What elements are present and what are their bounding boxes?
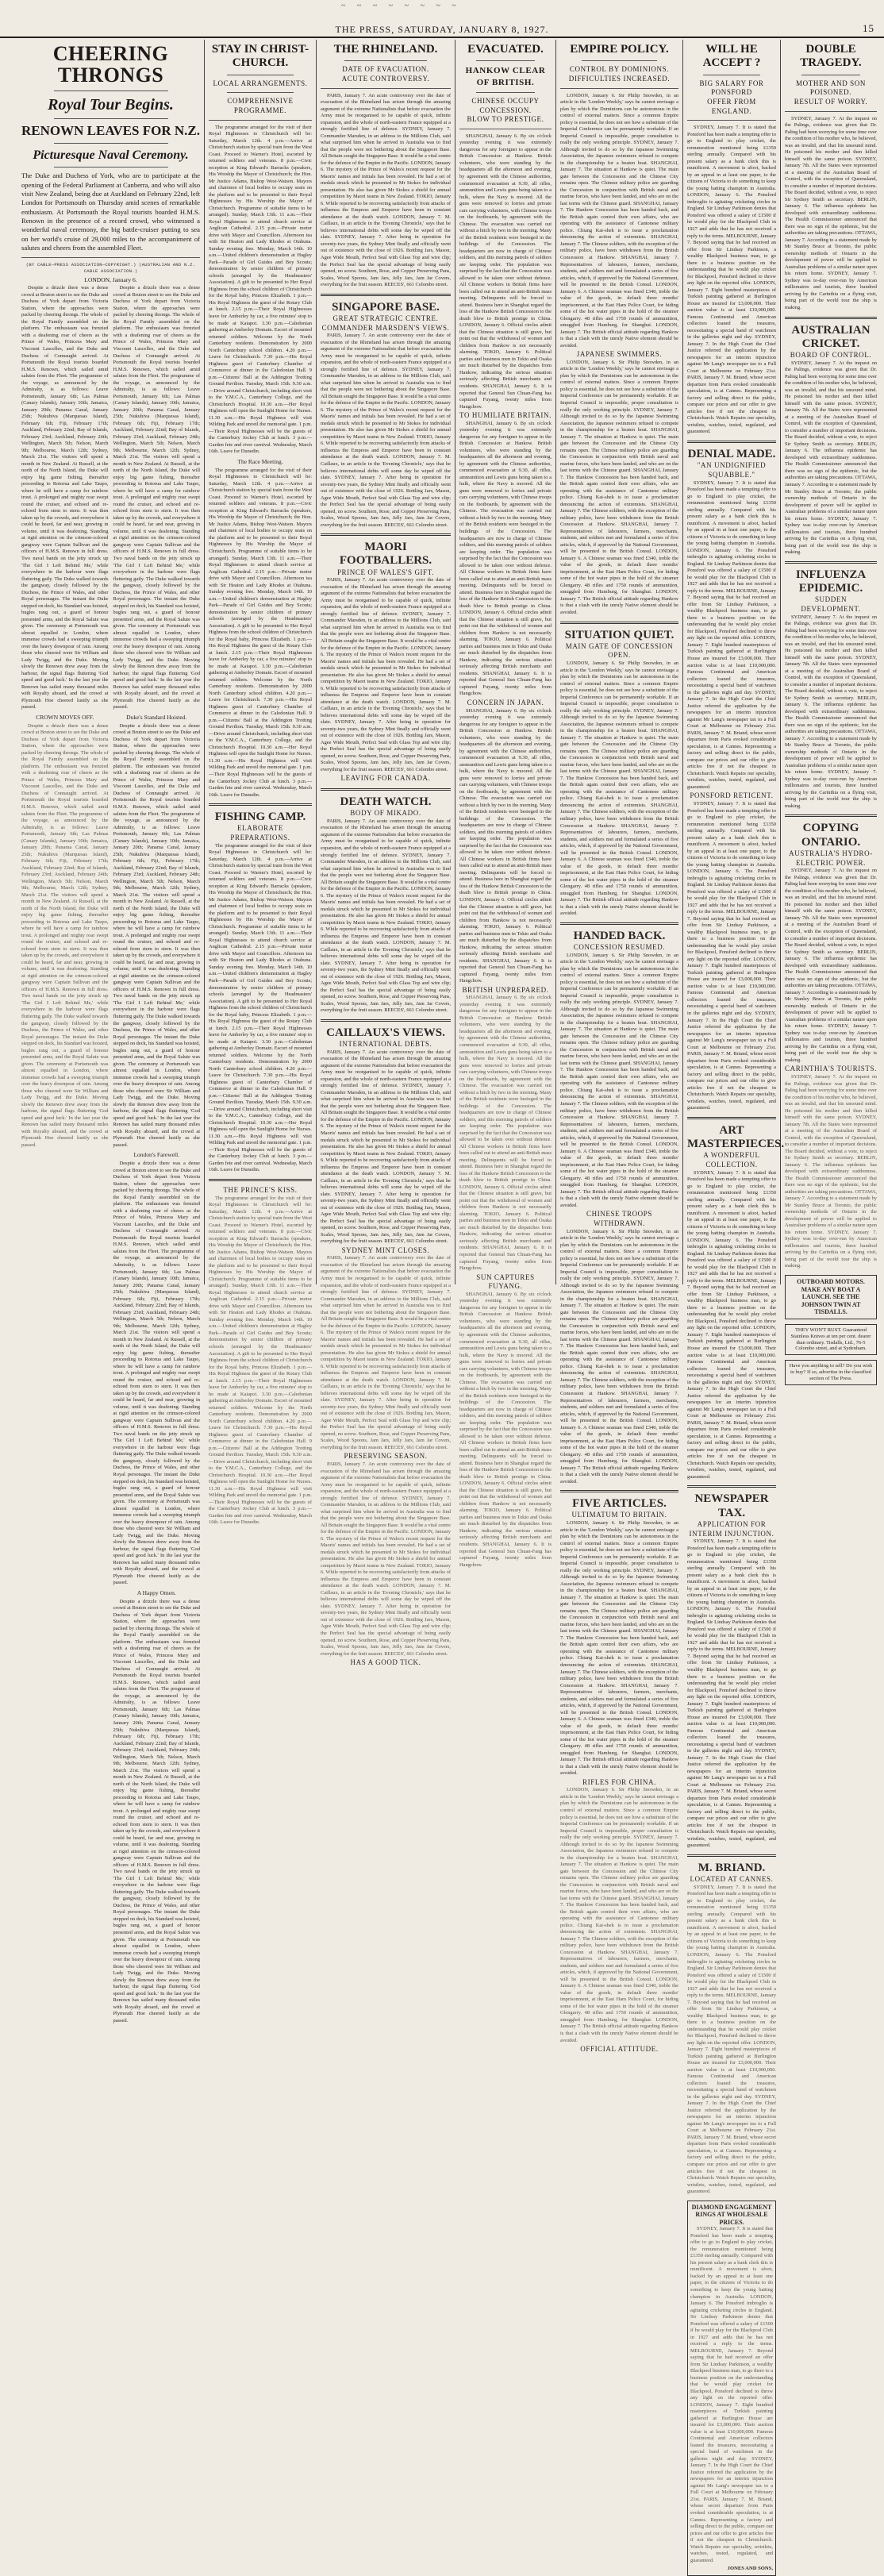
column-rhineland [317,40,455,1667]
headline-australian-cricket: AUSTRALIAN CRICKET. [791,323,871,350]
subhead: CHINESE OCCUPY CONCESSION. [471,96,540,114]
subhead: OFFER FROM ENGLAND. [707,97,756,115]
subhead: BLOW TO PRESTIGE. [467,115,544,124]
article-text: Despite a drizzle there was a dense crowd at Bruton street to see the Duke and Duchess of York depart from Victoria Station, where the approaches were packed by cheering throngs. The whole of the Royal Family assembled on the platform. The enthusiasm was frenzied with a deafening roar of cheers as the Prince of Wales, Princess Mary and Viscount Lascelles, and the Duke and Duchess of Connaught arrived. At Portsmouth the Royal tourists boarded H.M.S. Renown, which sailed amid salutes from the Fleet. The programme of the voyage, as announced by the Admiralty, is as follows: Leave Portsmouth, January 6th; Las Palmas (Canary Islands), January 10th; Jamaica, January 20th; Panama Canal, January 25th; Nukuhiva (Marquesas Island), February 6th; Fiji, February 17th; Auckland, February 22nd; Bay of Islands, February 23rd; Auckland, February 24th; Wellington, March 5th; Nelson, March 9th; Melbourne, March 12th; Sydney, March 21st. The visitors will spend a month in New Zealand. At Russell, at the north of the North Island, the Duke will enjoy big game fishing, thereafter proceeding to Rotorua and Lake Taupo, where he will have a camp for rainbow trout. A prolonged and mighty roar swept round the cruiser, and echoed and re-echoed from stem to stern. It was then taken up by the crowds, and everywhere it could be heard, far and near, growing in volume, until it was deafening. Standing at rigid attention on the crimson-colored gangway were Captain Sullivan and the officers of H.M.S. Renown in full dress. Two naval bands on the jetty struck up 'The Girl I Left Behind Me,' while everywhere in the harbour were flags fluttering gaily. The Duke walked towards the gangway, closely followed by the Duchess, the Prince of Wales, and other Royal personages. The instant the Duke stepped on deck, his Standard was hoisted, bugles rang out, a guard of honour presented arms, and the Royal Salute was given. The ceremony at Portsmouth was almost equalled in London, where immense crowds had a sweeping triumph over the heavy downpour of rain. Among those who cheered were Sir William and Lady Twigg, and the Duke. Moving slowly the Renown drew away from the harbour, the signal flags fluttering 'God speed and good luck.' In the last year the Renown has sailed many thousand miles with Royalty aboard, and the crowd at Plymouth Hoe cheered lustily as she passed. [21,285,109,710]
headline-copying-ontario: COPYING ONTARIO. [801,822,861,849]
subhead: RESULT OF WORRY. [794,97,868,106]
banner-renown: RENOWN LEAVES FOR N.Z. [21,122,200,138]
subhead: DATE OF EVACUATION. [342,65,429,74]
page-number: 15 [863,22,874,34]
article-text: PARIS, January 7. An acute controversy over the date of evacuation of the Rhineland has arisen through the amazing argument of the extreme Nationalists that before evacuation the Army must be reorganised to be capable of quick, infinite expansion, and the whole of north-eastern France equipped at a strongly fortified line of defence. SYDNEY, January 7. Commander Marsden, in an address to the Millions Club, said what surprised him when he arrived in Australia was to find that the people were not bothering about the Singapore Base. All Britain sought the Singapore Base. It would be a vital centre for the defence of the Empire in the Pacific. LONDON, January 6. The mystery of the Prince of Wales's recent request for the Maoris' names and initials has been revealed. He had a set of medals struck which he presented to Mr Stokes for individual presentation. He also has given Mr Stokes a shield for annual competition by Maori teams in New Zealand. TOKIO, January 6. While reported to be recovering satisfactorily from attacks of influenza the Empress and Emperor have been in constant attendance at the death watch. LONDON, January 7. M. Caillaux, in an article in the 'Evening Chronicle,' says that he believes international debts will some day be wiped off the slate. SYDNEY, January 7. After being in operation for seventy-two years, the Sydney Mint finally and officially went out of existence with the close of 1926. Bottling Jars, Mason, Agee Wide Mouth, Perfect Seal with Glass Top and wire clip; the Perfect Seal has the special advantage of being easily opened, no screw. Southern, Rose, and Copper Preserving Pans, Scales, Wood Spoons, Jam Jars, Jelly Jars, Jam Jar Covers, everything for the fruit season. REECES', 661 Colombo street. [321,818,451,1014]
article-text: PARIS, January 7. An acute controversy over the date of evacuation of the Rhineland has arisen through the amazing argument of the extreme Nationalists that before evacuation the Army must be reorganised to be capable of quick, infinite expansion, and the whole of north-eastern France equipped at a strongly fortified line of defence. SYDNEY, January 7. Commander Marsden, in an address to the Millions Club, said what surprised him when he arrived in Australia was to find that the people were not bothering about the Singapore Base. All Britain sought the Singapore Base. It would be a vital centre for the defence of the Empire in the Pacific. LONDON, January 6. The mystery of the Prince of Wales's recent request for the Maoris' names and initials has been revealed. He had a set of medals struck which he presented to Mr Stokes for individual presentation. He also has given Mr Stokes a shield for annual competition by Maori teams in New Zealand. TOKIO, January 6. While reported to be recovering satisfactorily from attacks of influenza the Empress and Emperor have been in constant attendance at the death watch. LONDON, January 7. M. Caillaux, in an article in the 'Evening Chronicle,' says that he believes international debts will some day be wiped off the slate. SYDNEY, January 7. After being in operation for seventy-two years, the Sydney Mint finally and officially went out of existence with the close of 1926. Bottling Jars, Mason, Agee Wide Mouth, Perfect Seal with Glass Top and wire clip; the Perfect Seal has the special advantage of being easily opened, no screw. Southern, Rose, and Copper Preserving Pans, Scales, Wood Spoons, Jam Jars, Jelly Jars, Jam Jar Covers, everything for the fruit season. REECES', 661 Colombo street. [321,1255,451,1450]
article-body [785,116,877,1385]
subhead: BOARD OF CONTROL. [790,351,872,360]
subhead: CONCESSION RESUMED. [573,942,666,951]
headline-double-tragedy: DOUBLE TRAGEDY. [800,43,862,70]
newspaper-title: THE PRESS, SATURDAY, JANUARY 8, 1927. [335,24,549,35]
subhead: ACUTE CONTROVERSY. [341,74,430,83]
masthead [0,0,884,38]
article-text: LONDON, January 6. Sir Philip Snowden, in an article in the 'London Weekly,' says he cannot envisage a plan by which the Dominions can be autonomous in the control of external matters. Since a common Empire policy is essential, he does not see how a substitute of the Imperial Conference can be permanently workable. If an Imperial Council is impossible, proper consultation is really the only working principle. SYDNEY, January 7. Although invited to do so by the Japanese Swimming Association, the Japanese swimmers refused to compete in the championship for a beaten boat. SHANGHAI, January 7. The situation at Hankow is quiet. The main gate between the Concession and the Chinese City remains open. The Chinese military police are guarding the Concession in conjunction with British naval and marine forces, who have been landed, and who are on the last terms with the Chinese guard. SHANGHAI, January 7. The Hankow Concession has been handed back, and the British again control their own affairs, who are operating with the assistance of Cantonese military police. Chiang Kai-shek is to issue a proclamation denouncing the action of extremists. SHANGHAI, January 7. The Chinese soldiers, with the exception of the military police, have been withdrawn from the British Concession at Hankow. SHANGHAI, January 7. Representatives of labourers, farmers, merchants, students, and soldiers met and formulated a series of five articles, which, if approved by the National Government, will be presented to the British Consul. LONDON, January 6. A Chinese seaman was fined £340, treble the value of the goods, in default three months' imprisonment, at the East Ham Police Court, for hiding some of the hot water pipes in the hold of the steamer Glengarry. 48 rifles and 1750 rounds of ammunition, smuggled from Hamburg, for Shanghai. LONDON, January 7. The British official attitude regarding Hankow is that a clash with the unruly Native element should be avoided. [560,92,678,348]
headline-rhineland: THE RHINELAND. [333,43,438,56]
article-body [209,125,312,1527]
article-text: PARIS, January 7. An acute controversy over the date of evacuation of the Rhineland has arisen through the amazing argument of the extreme Nationalists that before evacuation the Army must be reorganised to be capable of quick, infinite expansion, and the whole of north-eastern France equipped at a strongly fortified line of defence. SYDNEY, January 7. Commander Marsden, in an address to the Millions Club, said what surprised him when he arrived in Australia was to find that the people were not bothering about the Singapore Base. All Britain sought the Singapore Base. It would be a vital centre for the defence of the Empire in the Pacific. LONDON, January 6. The mystery of the Prince of Wales's recent request for the Maoris' names and initials has been revealed. He had a set of medals struck which he presented to Mr Stokes for individual presentation. He also has given Mr Stokes a shield for annual competition by Maori teams in New Zealand. TOKIO, January 6. While reported to be recovering satisfactorily from attacks of influenza the Empress and Emperor have been in constant attendance at the death watch. LONDON, January 7. M. Caillaux, in an article in the 'Evening Chronicle,' says that he believes international debts will some day be wiped off the slate. SYDNEY, January 7. After being in operation for seventy-two years, the Sydney Mint finally and officially went out of existence with the close of 1926. Bottling Jars, Mason, Agee Wide Mouth, Perfect Seal with Glass Top and wire clip; the Perfect Seal has the special advantage of being easily opened, no screw. Southern, Rose, and Copper Preserving Pans, Scales, Wood Spoons, Jam Jars, Jelly Jars, Jam Jar Covers, everything for the fruit season. REECES', 661 Colombo street. [321,1461,451,1657]
article-text: LONDON, January 6. Sir Philip Snowden, in an article in the 'London Weekly,' says he cannot envisage a plan by which the Dominions can be autonomous in the control of external matters. Since a common Empire policy is essential, he does not see how a substitute of the Imperial Conference can be permanently workable. If an Imperial Council is impossible, proper consultation is really the only working principle. SYDNEY, January 7. Although invited to do so by the Japanese Swimming Association, the Japanese swimmers refused to compete in the championship for a beaten boat. SHANGHAI, January 7. The situation at Hankow is quiet. The main gate between the Concession and the Chinese City remains open. The Chinese military police are guarding the Concession in conjunction with British naval and marine forces, who have been landed, and who are on the last terms with the Chinese guard. SHANGHAI, January 7. The Hankow Concession has been handed back, and the British again control their own affairs, who are operating with the assistance of Cantonese military police. Chiang Kai-shek is to issue a proclamation denouncing the action of extremists. SHANGHAI, January 7. The Chinese soldiers, with the exception of the military police, have been withdrawn from the British Concession at Hankow. SHANGHAI, January 7. Representatives of labourers, farmers, merchants, students, and soldiers met and formulated a series of five articles, which, if approved by the National Government, will be presented to the British Consul. LONDON, January 6. A Chinese seaman was fined £340, treble the value of the goods, in default three months' imprisonment, at the East Ham Police Court, for hiding some of the hot water pipes in the hold of the steamer Glengarry. 48 rifles and 1750 rounds of ammunition, smuggled from Hamburg, for Shanghai. LONDON, January 7. The British official attitude regarding Hankow is that a clash with the unruly Native element should be avoided. [560,952,678,1208]
subhead: BIG SALARY FOR PONSFORD [699,79,764,97]
headline-five-articles: FIVE ARTICLES. [572,1497,667,1511]
masthead-ornament: ~ ~ ~ ~ ~ ~ ~ ~ [341,2,461,10]
subhead: Duke's Standard Hoisted. [126,713,187,721]
article-text: SHANGHAI, January 6. By six o'clock yesterday evening it was extremely dangerous for any foreigner to appear in the British Concession at Hankow. British volunteers, who were standing by the headquarters all the afternoon and evening, by agreement with the Chinese authorities, commenced evacuation at 9.30, all rifles, ammunition and Lewis guns being taken to a hulk, where the Navy is moored. All the guns were removed to lorries and private cars carrying volunteers, with Chinese troops on the footboards, by agreement with the Chinese. The evacuation was carried out without a hitch by two in the morning. Many of the British residents were besieged in the buildings of the Concession. The headquarters are now in charge of Chinese soldiers, and this morning patrols of soldiers are keeping order. The population was surprised by the fact that the Concession was allowed to be taken over without defence. All Chinese workers in British firms have been called out to attend an anti-British mass meeting. Delinquents will be forced to attend. Business here in Shanghai regard the loss of the Hankow British Concession to the death blow to British prestige in China. LONDON, January 6. Official circles admit that the Chinese situation is still grave, but point out that the withdrawal of women and children from Hankow is not necessarily alarming. TOKIO, January 6. Political parties and business men in Tokio and Osaka are much disturbed by the dispatches from Hankow, indicating the serious situation seriously affecting British merchants and residents. SHANGHAI, January 6. It is reported that General Sun Chuan-Fang has captured Fuyang, twenty miles from Hangchow. [459,995,552,1272]
article-text: SYDNEY, January 7. At the inquest on the Palings, evidence was given that Dr. Paling had been worrying for some time over the condition of his mother who, he believed, was an invalid, and that his unsound mind. He poisoned his mother and then killed himself with the same poison. SYDNEY, January 7th. All the States were represented at a meeting of the Australian Board of Control, with the exception of Queensland, to consider a number of important decisions. The Board decided, without a vote, to reject Sir Sydney Smith as secretary. BERLIN, January 6. The influenza epidemic has developed with extraordinary suddenness. The Health Commissioner announced that there was no sign of the epidemic, but the authorities are taking precautions. OTTAWA, January 7. According to a statement made by Mr Stanley Bruce at Toronto, the public ownership methods of Ontario in the development of power will be applied to Australian problems of a similar nature upon his return home. SYDNEY, January 7. Sydney was to-day over-run by American millionaires and tourists, three hundred arriving by the Carinthia on a flying visit, being part of the world tour the ship is making. [785,868,877,1063]
headline-newspaper-tax: NEWSPAPER TAX. [694,1492,769,1519]
subhead: "AN UNDIGNIFIED SQUABBLE." [697,461,767,479]
headline-influenza-epidemic: INFLUENZA EPIDEMIC. [795,568,867,595]
article-text: LONDON, January 6. Sir Philip Snowden, in an article in the 'London Weekly,' says he cannot envisage a plan by which the Dominions can be autonomous in the control of external matters. Since a common Empire policy is essential, he does not see how a substitute of the Imperial Conference can be permanently workable. If an Imperial Council is impossible, proper consultation is really the only working principle. SYDNEY, January 7. Although invited to do so by the Japanese Swimming Association, the Japanese swimmers refused to compete in the championship for a beaten boat. SHANGHAI, January 7. The situation at Hankow is quiet. The main gate between the Concession and the Chinese City remains open. The Chinese military police are guarding the Concession in conjunction with British naval and marine forces, who have been landed, and who are on the last terms with the Chinese guard. SHANGHAI, January 7. The Hankow Concession has been handed back, and the British again control their own affairs, who are operating with the assistance of Cantonese military police. Chiang Kai-shek is to issue a proclamation denouncing the action of extremists. SHANGHAI, January 7. The Chinese soldiers, with the exception of the military police, have been withdrawn from the British Concession at Hankow. SHANGHAI, January 7. Representatives of labourers, farmers, merchants, students, and soldiers met and formulated a series of five articles, which, if approved by the National Government, will be presented to the British Consul. LONDON, January 6. A Chinese seaman was fined £340, treble the value of the goods, in default three months' imprisonment, at the East Ham Police Court, for hiding some of the hot water pipes in the hold of the steamer Glengarry. 48 rifles and 1750 rounds of ammunition, smuggled from Hamburg, for Shanghai. LONDON, January 7. The British official attitude regarding Hankow is that a clash with the unruly Native element should be avoided. [560,1520,678,1777]
subhead: OFFICIAL ATTITUDE. [580,2045,659,2054]
subhead: INTERNATIONAL DEBTS. [339,1040,432,1049]
subhead: LEAVING FOR CANADA. [340,774,431,783]
subhead: BODY OF MIKADO. [350,809,421,818]
subhead: MOTHER AND SON POISONED. [796,79,866,97]
ad-text: Have you anything to sell? Do you wish to buy? If so, advertise in the classified section of The Press. [789,1363,873,1381]
lede-paragraph: The Duke and Duchess of York, who are to participate at the opening of the Federal Parliament at Canberra, and who will also visit New Zealand, being due at Auckland on February 22nd, left London for Portsmouth on Thursday amid scenes of remarkable enthusiasm. At Portsmouth the Royal tourists boarded H.M.S. Renown in the presence of a record crowd, who witnessed a wonderful naval ceremony, the big battle-cruiser putting to sea on her world's cruise of 29,000 miles to the accompaniment of salutes and cheers from the assembled Fleet. [21,171,200,252]
subhead: LOCATED AT CANNES. [690,1875,774,1884]
ad-text: THEY WON'T RUST. Guaranteed Stainless Knives at ten per cent. dearer than ordinary. Tisdalls, Ltd., 76-5 Colombo street, and at Sydenham. [790,1327,871,1352]
subdeck-naval-ceremony: Picturesque Naval Ceremony. [33,148,189,162]
article-text: SYDNEY, January 7. At the inquest on the Palings, evidence was given that Dr. Paling had been worrying for some time over the condition of his mother who, he believed, was an invalid, and that his unsound mind. He poisoned his mother and then killed himself with the same poison. SYDNEY, January 7th. All the States were represented at a meeting of the Australian Board of Control, with the exception of Queensland, to consider a number of important decisions. The Board decided, without a vote, to reject Sir Sydney Smith as secretary. BERLIN, January 6. The influenza epidemic has developed with extraordinary suddenness. The Health Commissioner announced that there was no sign of the epidemic, but the authorities are taking precautions. OTTAWA, January 7. According to a statement made by Mr Stanley Bruce at Toronto, the public ownership methods of Ontario in the development of power will be applied to Australian problems of a similar nature upon his return home. SYDNEY, January 7. Sydney was to-day over-run by American millionaires and tourists, three hundred arriving by the Carinthia on a flying visit, being part of the world tour the ship is making. [785,614,877,809]
article-text: LONDON, January 6. Sir Philip Snowden, in an article in the 'London Weekly,' says he cannot envisage a plan by which the Dominions can be autonomous in the control of external matters. Since a common Empire policy is essential, he does not see how a substitute of the Imperial Conference can be permanently workable. If an Imperial Council is impossible, proper consultation is really the only working principle. SYDNEY, January 7. Although invited to do so by the Japanese Swimming Association, the Japanese swimmers refused to compete in the championship for a beaten boat. SHANGHAI, January 7. The situation at Hankow is quiet. The main gate between the Concession and the Chinese City remains open. The Chinese military police are guarding the Concession in conjunction with British naval and marine forces, who have been landed, and who are on the last terms with the Chinese guard. SHANGHAI, January 7. The Hankow Concession has been handed back, and the British again control their own affairs, who are operating with the assistance of Cantonese military police. Chiang Kai-shek is to issue a proclamation denouncing the action of extremists. SHANGHAI, January 7. The Chinese soldiers, with the exception of the military police, have been withdrawn from the British Concession at Hankow. SHANGHAI, January 7. Representatives of labourers, farmers, merchants, students, and soldiers met and formulated a series of five articles, which, if approved by the National Government, will be presented to the British Consul. LONDON, January 6. A Chinese seaman was fined £340, treble the value of the goods, in default three months' imprisonment, at the East Ham Police Court, for hiding some of the hot water pipes in the hold of the steamer Glengarry. 48 rifles and 1750 rounds of ammunition, smuggled from Hamburg, for Shanghai. LONDON, January 7. The British official attitude regarding Hankow is that a clash with the unruly Native element should be avoided. [560,1787,678,2043]
article-body [459,133,552,1569]
subhead: MAIN GATE OF CONCESSION OPEN. [565,641,674,660]
subhead: PONSFORD RETICENT. [690,791,774,800]
column-empire-policy [556,40,683,2054]
article-text: Despite a drizzle there was a dense crowd at Bruton street to see the Duke and Duchess of York depart from Victoria Station, where the approaches were packed by cheering throngs. The whole of the Royal Family assembled on the platform. The enthusiasm was frenzied with a deafening roar of cheers as the Prince of Wales, Princess Mary and Viscount Lascelles, and the Duke and Duchess of Connaught arrived. At Portsmouth the Royal tourists boarded H.M.S. Renown, which sailed amid salutes from the Fleet. The programme of the voyage, as announced by the Admiralty, is as follows: Leave Portsmouth, January 6th; Las Palmas (Canary Islands), January 10th; Jamaica, January 20th; Panama Canal, January 25th; Nukuhiva (Marquesas Island), February 6th; Fiji, February 17th; Auckland, February 22nd; Bay of Islands, February 23rd; Auckland, February 24th; Wellington, March 5th; Nelson, March 9th; Melbourne, March 12th; Sydney, March 21st. The visitors will spend a month in New Zealand. At Russell, at the north of the North Island, the Duke will enjoy big game fishing, thereafter proceeding to Rotorua and Lake Taupo, where he will have a camp for rainbow trout. A prolonged and mighty roar swept round the cruiser, and echoed and re-echoed from stem to stern. It was then taken up by the crowds, and everywhere it could be heard, far and near, growing in volume, until it was deafening. Standing at rigid attention on the crimson-colored gangway were Captain Sullivan and the officers of H.M.S. Renown in full dress. Two naval bands on the jetty struck up 'The Girl I Left Behind Me,' while everywhere in the harbour were flags fluttering gaily. The Duke walked towards the gangway, closely followed by the Duchess, the Prince of Wales, and other Royal personages. The instant the Duke stepped on deck, his Standard was hoisted, bugles rang out, a guard of honour presented arms, and the Royal Salute was given. The ceremony at Portsmouth was almost equalled in London, where immense crowds had a sweeping triumph over the heavy downpour of rain. Among those who cheered were Sir William and Lady Twigg, and the Duke. Moving slowly the Renown drew away from the harbour, the signal flags fluttering 'God speed and good luck.' In the last year the Renown has sailed many thousand miles with Royalty aboard, and the crowd at Plymouth Hoe cheered lustily as she passed. [113,1161,200,1586]
subhead: SYDNEY MINT CLOSES. [341,1246,430,1254]
column-ponsford [683,40,785,2572]
subhead: JAPANESE SWIMMERS. [576,350,663,359]
dateline: LONDON, January 6. [84,276,137,284]
article-text: SHANGHAI, January 6. By six o'clock yesterday evening it was extremely dangerous for any foreigner to appear in the British Concession at Hankow. British volunteers, who were standing by the headquarters all the afternoon and evening, by agreement with the Chinese authorities, commenced evacuation at 9.30, all rifles, ammunition and Lewis guns being taken to a hulk, where the Navy is moored. All the guns were removed to lorries and private cars carrying volunteers, with Chinese troops on the footboards, by agreement with the Chinese. The evacuation was carried out without a hitch by two in the morning. Many of the British residents were besieged in the buildings of the Concession. The headquarters are now in charge of Chinese soldiers, and this morning patrols of soldiers are keeping order. The population was surprised by the fact that the Concession was allowed to be taken over without defence. All Chinese workers in British firms have been called out to attend an anti-British mass meeting. Delinquents will be forced to attend. Business here in Shanghai regard the loss of the Hankow British Concession to the death blow to British prestige in China. LONDON, January 6. Official circles admit that the Chinese situation is still grave, but point out that the withdrawal of women and children from Hankow is not necessarily alarming. TOKIO, January 6. Political parties and business men in Tokio and Osaka are much disturbed by the dispatches from Hankow, indicating the serious situation seriously affecting British merchants and residents. SHANGHAI, January 6. It is reported that General Sun Chuan-Fang has captured Fuyang, twenty miles from Hangchow. [459,1291,552,1568]
article-text: PARIS, January 7. An acute controversy over the date of evacuation of the Rhineland has arisen through the amazing argument of the extreme Nationalists that before evacuation the Army must be reorganised to be capable of quick, infinite expansion, and the whole of north-eastern France equipped at a strongly fortified line of defence. SYDNEY, January 7. Commander Marsden, in an address to the Millions Club, said what surprised him when he arrived in Australia was to find that the people were not bothering about the Singapore Base. All Britain sought the Singapore Base. It would be a vital centre for the defence of the Empire in the Pacific. LONDON, January 6. The mystery of the Prince of Wales's recent request for the Maoris' names and initials has been revealed. He had a set of medals struck which he presented to Mr Stokes for individual presentation. He also has given Mr Stokes a shield for annual competition by Maori teams in New Zealand. TOKIO, January 6. While reported to be recovering satisfactorily from attacks of influenza the Empress and Emperor have been in constant attendance at the death watch. LONDON, January 7. M. Caillaux, in an article in the 'Evening Chronicle,' says that he believes international debts will some day be wiped off the slate. SYDNEY, January 7. After being in operation for seventy-two years, the Sydney Mint finally and officially went out of existence with the close of 1926. Bottling Jars, Mason, Agee Wide Mouth, Perfect Seal with Glass Top and wire clip; the Perfect Seal has the special advantage of being easily opened, no screw. Southern, Rose, and Copper Preserving Pans, Scales, Wood Spoons, Jam Jars, Jelly Jars, Jam Jar Covers, everything for the fruit season. REECES', 661 Colombo street. [321,333,451,528]
subhead: TO HUMILIATE BRITAIN. [459,411,552,420]
subhead: APPLICATION FOR INTERIM INJUNCTION. [689,1519,774,1538]
article-text: SHANGHAI, January 6. By six o'clock yesterday evening it was extremely dangerous for any foreigner to appear in the British Concession at Hankow. British volunteers, who were standing by the headquarters all the afternoon and evening, by agreement with the Chinese authorities, commenced evacuation at 9.30, all rifles, ammunition and Lewis guns being taken to a hulk, where the Navy is moored. All the guns were removed to lorries and private cars carrying volunteers, with Chinese troops on the footboards, by agreement with the Chinese. The evacuation was carried out without a hitch by two in the morning. Many of the British residents were besieged in the buildings of the Concession. The headquarters are now in charge of Chinese soldiers, and this morning patrols of soldiers are keeping order. The population was surprised by the fact that the Concession was allowed to be taken over without defence. All Chinese workers in British firms have been called out to attend an anti-British mass meeting. Delinquents will be forced to attend. Business here in Shanghai regard the loss of the Hankow British Concession to the death blow to British prestige in China. LONDON, January 6. Official circles admit that the Chinese situation is still grave, but point out that the withdrawal of women and children from Hankow is not necessarily alarming. TOKIO, January 6. Political parties and business men in Tokio and Osaka are much disturbed by the dispatches from Hankow, indicating the serious situation seriously affecting British merchants and residents. SHANGHAI, January 6. It is reported that General Sun Chuan-Fang has captured Fuyang, twenty miles from Hangchow. [459,133,552,410]
article-text: SYDNEY, January 7. At the inquest on the Palings, evidence was given that Dr. Paling had been worrying for some time over the condition of his mother who, he believed, was an invalid, and that his unsound mind. He poisoned his mother and then killed himself with the same poison. SYDNEY, January 7th. All the States were represented at a meeting of the Australian Board of Control, with the exception of Queensland, to consider a number of important decisions. The Board decided, without a vote, to reject Sir Sydney Smith as secretary. BERLIN, January 6. The influenza epidemic has developed with extraordinary suddenness. The Health Commissioner announced that there was no sign of the epidemic, but the authorities are taking precautions. OTTAWA, January 7. According to a statement made by Mr Stanley Bruce at Toronto, the public ownership methods of Ontario in the development of power will be applied to Australian problems of a similar nature upon his return home. SYDNEY, January 7. Sydney was to-day over-run by American millionaires and tourists, three hundred arriving by the Carinthia on a flying visit, being part of the world tour the ship is making. [785,1074,877,1269]
subhead: SUN CAPTURES FUYANG. [476,1273,535,1291]
headline-caillaux: CAILLAUX'S VIEWS. [326,1026,445,1039]
wire-credit: (BY CABLE—PRESS ASSOCIATION—COPYRIGHT.) (AUSTRALIAN AND N.Z. CABLE ASSOCIATION.) [25,262,196,274]
subhead: ELABORATE PREPARATIONS. [230,824,290,841]
subhead: HAS A GOOD TICK. [350,1658,421,1667]
article-body [321,93,451,1668]
column-double-tragedy [781,40,881,1381]
subhead: CONTROL BY DOMINIONS. [569,65,670,74]
subhead: RIFLES FOR CHINA. [582,1777,656,1786]
deck-hankow: HANKOW CLEAR OF BRITISH. [465,66,546,87]
headline-handed-back: HANDED BACK. [573,929,666,942]
subhead: BRITISH UNPREPARED. [462,985,549,994]
article-text: PARIS, January 7. An acute controversy over the date of evacuation of the Rhineland has arisen through the amazing argument of the extreme Nationalists that before evacuation the Army must be reorganised to be capable of quick, infinite expansion, and the whole of north-eastern France equipped at a strongly fortified line of defence. SYDNEY, January 7. Commander Marsden, in an address to the Millions Club, said what surprised him when he arrived in Australia was to find that the people were not bothering about the Singapore Base. All Britain sought the Singapore Base. It would be a vital centre for the defence of the Empire in the Pacific. LONDON, January 6. The mystery of the Prince of Wales's recent request for the Maoris' names and initials has been revealed. He had a set of medals struck which he presented to Mr Stokes for individual presentation. He also has given Mr Stokes a shield for annual competition by Maori teams in New Zealand. TOKIO, January 6. While reported to be recovering satisfactorily from attacks of influenza the Empress and Emperor have been in constant attendance at the death watch. LONDON, January 7. M. Caillaux, in an article in the 'Evening Chronicle,' says that he believes international debts will some day be wiped off the slate. SYDNEY, January 7. After being in operation for seventy-two years, the Sydney Mint finally and officially went out of existence with the close of 1926. Bottling Jars, Mason, Agee Wide Mouth, Perfect Seal with Glass Top and wire clip; the Perfect Seal has the special advantage of being easily opened, no screw. Southern, Rose, and Copper Preserving Pans, Scales, Wood Spoons, Jam Jars, Jelly Jars, Jam Jar Covers, everything for the fruit season. REECES', 661 Colombo street. [321,577,451,772]
article-body-right [113,285,201,2025]
headline-art-masterpieces: ART MASTERPIECES. [687,1123,785,1150]
article-text: PARIS, January 7. An acute controversy over the date of evacuation of the Rhineland has arisen through the amazing argument of the extreme Nationalists that before evacuation the Army must be reorganised to be capable of quick, infinite expansion, and the whole of north-eastern France equipped at a strongly fortified line of defence. SYDNEY, January 7. Commander Marsden, in an address to the Millions Club, said what surprised him when he arrived in Australia was to find that the people were not bothering about the Singapore Base. All Britain sought the Singapore Base. It would be a vital centre for the defence of the Empire in the Pacific. LONDON, January 6. The mystery of the Prince of Wales's recent request for the Maoris' names and initials has been revealed. He had a set of medals struck which he presented to Mr Stokes for individual presentation. He also has given Mr Stokes a shield for annual competition by Maori teams in New Zealand. TOKIO, January 6. While reported to be recovering satisfactorily from attacks of influenza the Empress and Emperor have been in constant attendance at the death watch. LONDON, January 7. M. Caillaux, in an article in the 'Evening Chronicle,' says that he believes international debts will some day be wiped off the slate. SYDNEY, January 7. After being in operation for seventy-two years, the Sydney Mint finally and officially went out of existence with the close of 1926. Bottling Jars, Mason, Agee Wide Mouth, Perfect Seal with Glass Top and wire clip; the Perfect Seal has the special advantage of being easily opened, no screw. Southern, Rose, and Copper Preserving Pans, Scales, Wood Spoons, Jam Jars, Jelly Jars, Jam Jar Covers, everything for the fruit season. REECES', 661 Colombo street. [321,1049,451,1245]
article-text: SYDNEY, January 7. It is stated that Ponsford has been made a tempting offer to go to England to play cricket, the remuneration mentioned being £1350 sterling annually. Compared with his present salary as a bank clerk this is munificent. A movement is afoot, backed by an appeal in at least one paper, to the citizens of Victoria to do something to keep the young batting champion in Australia. LONDON, January 6. The Ponsford imbroglio is agitating cricketing circles in England. Sir Lindsay Parkinson denies that Ponsford was offered a salary of £1500 if he would play for the Blackpool Club in 1927 and adds that he has not received a reply to the terms. MELBOURNE, January 7. Beyond saying that he had received an offer from Sir Lindsay Parkinson, a wealthy Blackpool business man, to go there to a business position on the understanding that he would play cricket for Blackpool, Ponsford declined to throw any light on the reported offer. LONDON, January 7. Eight hundred masterpieces of Turkish painting gathered at Burlington House are insured for £3,000,000. Their auction value is at least £10,000,000. Famous Continental and American collectors loaned the treasures, necessitating a special band of watchmen in the galleries night and day. SYDNEY, January 7. In the High Court the Chief Justice referred the application by the newspapers for an interim injunction against Mr Lang's newspaper tax to a Full Court at Melbourne on February 21st. PARIS, January 7. M. Briand, whose secret departure from Paris evoked considerable speculation, is at Cannes. Representing a factory and selling direct to the public, compare our prices and our offer to give articles free if not the cheapest in Christchurch. Watch Repairs our speciality, wristlets, watches, tested, regulated, and guaranteed. [687,801,776,1111]
article-text: SYDNEY, January 7. At the inquest on the Palings, evidence was given that Dr. Paling had been worrying for some time over the condition of his mother who, he believed, was an invalid, and that his unsound mind. He poisoned his mother and then killed himself with the same poison. SYDNEY, January 7th. All the States were represented at a meeting of the Australian Board of Control, with the exception of Queensland, to consider a number of important decisions. The Board decided, without a vote, to reject Sir Sydney Smith as secretary. BERLIN, January 6. The influenza epidemic has developed with extraordinary suddenness. The Health Commissioner announced that there was no sign of the epidemic, but the authorities are taking precautions. OTTAWA, January 7. According to a statement made by Mr Stanley Bruce at Toronto, the public ownership methods of Ontario in the development of power will be applied to Australian problems of a similar nature upon his return home. SYDNEY, January 7. Sydney was to-day over-run by American millionaires and tourists, three hundred arriving by the Carinthia on a flying visit, being part of the world tour the ship is making. [785,360,877,556]
article-text: LONDON, January 6. Sir Philip Snowden, in an article in the 'London Weekly,' says he cannot envisage a plan by which the Dominions can be autonomous in the control of external matters. Since a common Empire policy is essential, he does not see how a substitute of the Imperial Conference can be permanently workable. If an Imperial Council is impossible, proper consultation is really the only working principle. SYDNEY, January 7. Although invited to do so by the Japanese Swimming Association, the Japanese swimmers refused to compete in the championship for a beaten boat. SHANGHAI, January 7. The situation at Hankow is quiet. The main gate between the Concession and the Chinese City remains open. The Chinese military police are guarding the Concession in conjunction with British naval and marine forces, who have been landed, and who are on the last terms with the Chinese guard. SHANGHAI, January 7. The Hankow Concession has been handed back, and the British again control their own affairs, who are operating with the assistance of Cantonese military police. Chiang Kai-shek is to issue a proclamation denouncing the action of extremists. SHANGHAI, January 7. The Chinese soldiers, with the exception of the military police, have been withdrawn from the British Concession at Hankow. SHANGHAI, January 7. Representatives of labourers, farmers, merchants, students, and soldiers met and formulated a series of five articles, which, if approved by the National Government, will be presented to the British Consul. LONDON, January 6. A Chinese seaman was fined £340, treble the value of the goods, in default three months' imprisonment, at the East Ham Police Court, for hiding some of the hot water pipes in the hold of the steamer Glengarry. 48 rifles and 1750 rounds of ammunition, smuggled from Hamburg, for Shanghai. LONDON, January 7. The British official attitude regarding Hankow is that a clash with the unruly Native element should be avoided. [560,1228,678,1484]
deck-royal-tour: Royal Tour Begins. [48,95,174,114]
subhead: AUSTRALIA'S HYDRO-ELECTRIC POWER. [789,849,873,867]
subhead: COMMANDER MARSDEN'S VIEWS. [321,323,450,332]
subhead: PRINCE OF WALES'S GIFT. [336,568,435,576]
subhead: DIFFICULTIES INCREASED. [568,74,671,83]
column-christchurch [205,40,317,1526]
ad-signature: JONES AND SONS, [727,2566,773,2572]
article-text: SYDNEY, January 7. It is stated that Ponsford has been made a tempting offer to go to England to play cricket, the remuneration mentioned being £1350 sterling annually. Compared with his present salary as a bank clerk this is munificent. A movement is afoot, backed by an appeal in at least one paper, to the citizens of Victoria to do something to keep the young batting champion in Australia. LONDON, January 6. The Ponsford imbroglio is agitating cricketing circles in England. Sir Lindsay Parkinson denies that Ponsford was offered a salary of £1500 if he would play for the Blackpool Club in 1927 and adds that he has not received a reply to the terms. MELBOURNE, January 7. Beyond saying that he had received an offer from Sir Lindsay Parkinson, a wealthy Blackpool business man, to go there to a business position on the understanding that he would play cricket for Blackpool, Ponsford declined to throw any light on the reported offer. LONDON, January 7. Eight hundred masterpieces of Turkish painting gathered at Burlington House are insured for £3,000,000. Their auction value is at least £10,000,000. Famous Continental and American collectors loaned the treasures, necessitating a special band of watchmen in the galleries night and day. SYDNEY, January 7. In the High Court the Chief Justice referred the application by the newspapers for an interim injunction against Mr Lang's newspaper tax to a Full Court at Melbourne on February 21st. PARIS, January 7. M. Briand, whose secret departure from Paris evoked considerable speculation, is at Cannes. Representing a factory and selling direct to the public, compare our prices and our offer to give articles free if not the cheapest in Christchurch. Watch Repairs our speciality, wristlets, watches, tested, regulated, and guaranteed. [687,479,776,790]
headline-situation-quiet: SITUATION QUIET. [564,628,675,641]
headline-maori-footballers: MAORI FOOTBALLERS. [339,541,432,568]
headline-denial-made: DENIAL MADE. [687,447,776,460]
article-text: LONDON, January 6. Sir Philip Snowden, in an article in the 'London Weekly,' says he cannot envisage a plan by which the Dominions can be autonomous in the control of external matters. Since a common Empire policy is essential, he does not see how a substitute of the Imperial Conference can be permanently workable. If an Imperial Council is impossible, proper consultation is really the only working principle. SYDNEY, January 7. Although invited to do so by the Japanese Swimming Association, the Japanese swimmers refused to compete in the championship for a beaten boat. SHANGHAI, January 7. The situation at Hankow is quiet. The main gate between the Concession and the Chinese City remains open. The Chinese military police are guarding the Concession in conjunction with British naval and marine forces, who have been landed, and who are on the last terms with the Chinese guard. SHANGHAI, January 7. The Hankow Concession has been handed back, and the British again control their own affairs, who are operating with the assistance of Cantonese military police. Chiang Kai-shek is to issue a proclamation denouncing the action of extremists. SHANGHAI, January 7. The Chinese soldiers, with the exception of the military police, have been withdrawn from the British Concession at Hankow. SHANGHAI, January 7. Representatives of labourers, farmers, merchants, students, and soldiers met and formulated a series of five articles, which, if approved by the National Government, will be presented to the British Consul. LONDON, January 6. A Chinese seaman was fined £340, treble the value of the goods, in default three months' imprisonment, at the East Ham Police Court, for hiding some of the hot water pipes in the hold of the steamer Glengarry. 48 rifles and 1750 rounds of ammunition, smuggled from Hamburg, for Shanghai. LONDON, January 7. The British official attitude regarding Hankow is that a clash with the unruly Native element should be avoided. [560,359,678,615]
subhead: A Happy Omen. [136,1588,176,1596]
subhead: SUDDEN DEVELOPMENT. [801,595,861,613]
headline-evacuated: EVACUATED. [467,43,544,56]
headline-will-he-accept: WILL HE ACCEPT ? [702,43,761,70]
article-text: LONDON, January 6. Sir Philip Snowden, in an article in the 'London Weekly,' says he cannot envisage a plan by which the Dominions can be autonomous in the control of external matters. Since a common Empire policy is essential, he does not see how a substitute of the Imperial Conference can be permanently workable. If an Imperial Council is impossible, proper consultation is really the only working principle. SYDNEY, January 7. Although invited to do so by the Japanese Swimming Association, the Japanese swimmers refused to compete in the championship for a beaten boat. SHANGHAI, January 7. The situation at Hankow is quiet. The main gate between the Concession and the Chinese City remains open. The Chinese military police are guarding the Concession in conjunction with British naval and marine forces, who have been landed, and who are on the last terms with the Chinese guard. SHANGHAI, January 7. The Hankow Concession has been handed back, and the British again control their own affairs, who are operating with the assistance of Cantonese military police. Chiang Kai-shek is to issue a proclamation denouncing the action of extremists. SHANGHAI, January 7. The Chinese soldiers, with the exception of the military police, have been withdrawn from the British Concession at Hankow. SHANGHAI, January 7. Representatives of labourers, farmers, merchants, students, and soldiers met and formulated a series of five articles, which, if approved by the National Government, will be presented to the British Consul. LONDON, January 6. A Chinese seaman was fined £340, treble the value of the goods, in default three months' imprisonment, at the East Ham Police Court, for hiding some of the hot water pipes in the hold of the steamer Glengarry. 48 rifles and 1750 rounds of ammunition, smuggled from Hamburg, for Shanghai. LONDON, January 7. The British official attitude regarding Hankow is that a clash with the unruly Native element should be avoided. [560,660,678,917]
article-body [560,93,678,2054]
article-body [687,125,785,2576]
article-text: SYDNEY, January 7. It is stated that Ponsford has been made a tempting offer to go to England to play cricket, the remuneration mentioned being £1350 sterling annually. Compared with his present salary as a bank clerk this is munificent. A movement is afoot, backed by an appeal in at least one paper, to the citizens of Victoria to do something to keep the young batting champion in Australia. LONDON, January 6. The Ponsford imbroglio is agitating cricketing circles in England. Sir Lindsay Parkinson denies that Ponsford was offered a salary of £1500 if he would play for the Blackpool Club in 1927 and adds that he has not received a reply to the terms. MELBOURNE, January 7. Beyond saying that he had received an offer from Sir Lindsay Parkinson, a wealthy Blackpool business man, to go there to a business position on the understanding that he would play cricket for Blackpool, Ponsford declined to throw any light on the reported offer. LONDON, January 7. Eight hundred masterpieces of Turkish painting gathered at Burlington House are insured for £3,000,000. Their auction value is at least £10,000,000. Famous Continental and American collectors loaned the treasures, necessitating a special band of watchmen in the galleries night and day. SYDNEY, January 7. In the High Court the Chief Justice referred the application by the newspapers for an interim injunction against Mr Lang's newspaper tax to a Full Court at Melbourne on February 21st. PARIS, January 7. M. Briand, whose secret departure from Paris evoked considerable speculation, is at Cannes. Representing a factory and selling direct to the public, compare our prices and our offer to give articles free if not the cheapest in Christchurch. Watch Repairs our speciality, wristlets, watches, tested, regulated, and guaranteed. [687,1169,776,1480]
article-text: PARIS, January 7. An acute controversy over the date of evacuation of the Rhineland has arisen through the amazing argument of the extreme Nationalists that before evacuation the Army must be reorganised to be capable of quick, infinite expansion, and the whole of north-eastern France equipped at a strongly fortified line of defence. SYDNEY, January 7. Commander Marsden, in an address to the Millions Club, said what surprised him when he arrived in Australia was to find that the people were not bothering about the Singapore Base. All Britain sought the Singapore Base. It would be a vital centre for the defence of the Empire in the Pacific. LONDON, January 6. The mystery of the Prince of Wales's recent request for the Maoris' names and initials has been revealed. He had a set of medals struck which he presented to Mr Stokes for individual presentation. He also has given Mr Stokes a shield for annual competition by Maori teams in New Zealand. TOKIO, January 6. While reported to be recovering satisfactorily from attacks of influenza the Empress and Emperor have been in constant attendance at the death watch. LONDON, January 7. M. Caillaux, in an article in the 'Evening Chronicle,' says that he believes international debts will some day be wiped off the slate. SYDNEY, January 7. After being in operation for seventy-two years, the Sydney Mint finally and officially went out of existence with the close of 1926. Bottling Jars, Mason, Agee Wide Mouth, Perfect Seal with Glass Top and wire clip; the Perfect Seal has the special advantage of being easily opened, no screw. Southern, Rose, and Copper Preserving Pans, Scales, Wood Spoons, Jam Jars, Jelly Jars, Jam Jar Covers, everything for the fruit season. REECES', 661 Colombo street. [321,92,451,288]
subhead: COMPREHENSIVE PROGRAMME. [227,97,294,114]
headline-cheering-throngs: CHEERING THRONGS [52,42,169,87]
article-text: SYDNEY, January 7. It is stated that Ponsford has been made a tempting offer to go to England to play cricket, the remuneration mentioned being £1350 sterling annually. Compared with his present salary as a bank clerk this is munificent. A movement is afoot, backed by an appeal in at least one paper, to the citizens of Victoria to do something to keep the young batting champion in Australia. LONDON, January 6. The Ponsford imbroglio is agitating cricketing circles in England. Sir Lindsay Parkinson denies that Ponsford was offered a salary of £1500 if he would play for the Blackpool Club in 1927 and adds that he has not received a reply to the terms. MELBOURNE, January 7. Beyond saying that he had received an offer from Sir Lindsay Parkinson, a wealthy Blackpool business man, to go there to a business position on the understanding that he would play cricket for Blackpool, Ponsford declined to throw any light on the reported offer. LONDON, January 7. Eight hundred masterpieces of Turkish painting gathered at Burlington House are insured for £3,000,000. Their auction value is at least £10,000,000. Famous Continental and American collectors loaned the treasures, necessitating a special band of watchmen in the galleries night and day. SYDNEY, January 7. In the High Court the Chief Justice referred the application by the newspapers for an interim injunction against Mr Lang's newspaper tax to a Full Court at Melbourne on February 21st. PARIS, January 7. M. Briand, whose secret departure from Paris evoked considerable speculation, is at Cannes. Representing a factory and selling direct to the public, compare our prices and our offer to give articles free if not the cheapest in Christchurch. Watch Repairs our speciality, wristlets, watches, tested, regulated, and guaranteed. [687,1538,776,1849]
headline-briand: M. BRIAND. [698,1861,766,1874]
ad-title: OUTBOARD MOTORS. MAKE ANY BOAT A LAUNCH. SEE THE JOHNSON TWIN AT TISDALLS. [797,1277,865,1316]
subhead: The Race Meeting. [237,457,283,465]
article-text: The programme arranged for the visit of their Royal Highnesses to Christchurch will be: Saturday, March 12th. 4 p.m.—Arrive at Christchurch station by special train from the West Coast. Proceed to Warner's Hotel, escorted by returned soldiers and veterans. 8 p.m.—Civic reception at King Edward's Barracks (speakers, His Worship the Mayor of Christchurch; the Hon. Mr Justice Adams, Bishop West-Watson. Mayors and chairmen of local bodies to occupy seats on the platform and to be presented to their Royal Highnesses by His Worship the Mayor of Christchurch. Programme of suitable items to be arranged). Sunday, March 13th. 11 a.m.—Their Royal Highnesses to attend church service at Anglican Cathedral. 2.15 p.m.—Private motor drive with Mayor and Councillors. Afternoon tea with Sir Heaton and Lady Rhodes at Otahuna. Sunday evening free. Monday, March 14th. 10 a.m.—United children's demonstration at Hagley Park—Parade of Girl Guides and Boy Scouts; demonstration by senior children of primary schools (arranged by the Headmasters' Association). A gift to be presented to Her Royal Highness from the school children of Christchurch for the Royal baby, Princess Elizabeth. 1 p.m.—His Royal Highness the guest of the Rotary Club at lunch. 2.15 p.m.—Their Royal Highnesses leave for Amberley by car, a five minutes' stop to be made at Kaiapoi. 3.30 p.m.—Caledonian gathering at Amberley Domain. Escort of mounted returned soldiers. Welcome by the North Canterbury residents. Demonstration by 2000 North Canterbury school children. 4.20 p.m.—Leave for Christchurch. 7.30 p.m.—His Royal Highness guest of Canterbury Chamber of Commerce at dinner in the Caledonian Hall. 9 p.m.—Citizens' Ball at the Addington Trotting Ground Pavilion. Tuesday, March 15th. 9.30 a.m.—Drive around Christchurch, including short visit to the Y.M.C.A., Canterbury College, and the Christchurch Hospital. 10.30 a.m.—Her Royal Highness will open the Sunlight Home for Nurses. 11.30 a.m.—His Royal Highness will visit Wilding Park and unveil the memorial gate. 1 p.m.—Their Royal Highnesses will be the guests of the Canterbury Jockey Club at lunch. 3 p.m.—Garden fete and river carnival. Wednesday, March 16th. Leave for Dunedin. [209,1195,312,1526]
subhead: THE PRINCE'S KISS. [223,1185,298,1194]
article-text: Despite a drizzle there was a dense crowd at Bruton street to see the Duke and Duchess of York depart from Victoria Station, where the approaches were packed by cheering throngs. The whole of the Royal Family assembled on the platform. The enthusiasm was frenzied with a deafening roar of cheers as the Prince of Wales, Princess Mary and Viscount Lascelles, and the Duke and Duchess of Connaught arrived. At Portsmouth the Royal tourists boarded H.M.S. Renown, which sailed amid salutes from the Fleet. The programme of the voyage, as announced by the Admiralty, is as follows: Leave Portsmouth, January 6th; Las Palmas (Canary Islands), January 10th; Jamaica, January 20th; Panama Canal, January 25th; Nukuhiva (Marquesas Island), February 6th; Fiji, February 17th; Auckland, February 22nd; Bay of Islands, February 23rd; Auckland, February 24th; Wellington, March 5th; Nelson, March 9th; Melbourne, March 12th; Sydney, March 21st. The visitors will spend a month in New Zealand. At Russell, at the north of the North Island, the Duke will enjoy big game fishing, thereafter proceeding to Rotorua and Lake Taupo, where he will have a camp for rainbow trout. A prolonged and mighty roar swept round the cruiser, and echoed and re-echoed from stem to stern. It was then taken up by the crowds, and everywhere it could be heard, far and near, growing in volume, until it was deafening. Standing at rigid attention on the crimson-colored gangway were Captain Sullivan and the officers of H.M.S. Renown in full dress. Two naval bands on the jetty struck up 'The Girl I Left Behind Me,' while everywhere in the harbour were flags fluttering gaily. The Duke walked towards the gangway, closely followed by the Duchess, the Prince of Wales, and other Royal personages. The instant the Duke stepped on deck, his Standard was hoisted, bugles rang out, a guard of honour presented arms, and the Royal Salute was given. The ceremony at Portsmouth was almost equalled in London, where immense crowds had a sweeping triumph over the heavy downpour of rain. Among those who cheered were Sir William and Lady Twigg, and the Duke. Moving slowly the Renown drew away from the harbour, the signal flags fluttering 'God speed and good luck.' In the last year the Renown has sailed many thousand miles with Royalty aboard, and the crowd at Plymouth Hoe cheered lustily as she passed. [113,285,200,710]
advertisement-stainless-knives [785,1324,877,1355]
headline-stay-in-christchurch: STAY IN CHRIST-CHURCH. [211,43,309,70]
article-text: The programme arranged for the visit of their Royal Highnesses to Christchurch will be: Saturday, March 12th. 4 p.m.—Arrive at Christchurch station by special train from the West Coast. Proceed to Warner's Hotel, escorted by returned soldiers and veterans. 8 p.m.—Civic reception at King Edward's Barracks (speakers, His Worship the Mayor of Christchurch; the Hon. Mr Justice Adams, Bishop West-Watson. Mayors and chairmen of local bodies to occupy seats on the platform and to be presented to their Royal Highnesses by His Worship the Mayor of Christchurch. Programme of suitable items to be arranged). Sunday, March 13th. 11 a.m.—Their Royal Highnesses to attend church service at Anglican Cathedral. 2.15 p.m.—Private motor drive with Mayor and Councillors. Afternoon tea with Sir Heaton and Lady Rhodes at Otahuna. Sunday evening free. Monday, March 14th. 10 a.m.—United children's demonstration at Hagley Park—Parade of Girl Guides and Boy Scouts; demonstration by senior children of primary schools (arranged by the Headmasters' Association). A gift to be presented to Her Royal Highness from the school children of Christchurch for the Royal baby, Princess Elizabeth. 1 p.m.—His Royal Highness the guest of the Rotary Club at lunch. 2.15 p.m.—Their Royal Highnesses leave for Amberley by car, a five minutes' stop to be made at Kaiapoi. 3.30 p.m.—Caledonian gathering at Amberley Domain. Escort of mounted returned soldiers. Welcome by the North Canterbury residents. Demonstration by 2000 North Canterbury school children. 4.20 p.m.—Leave for Christchurch. 7.30 p.m.—His Royal Highness guest of Canterbury Chamber of Commerce at dinner in the Caledonian Hall. 9 p.m.—Citizens' Ball at the Addington Trotting Ground Pavilion. Tuesday, March 15th. 9.30 a.m.—Drive around Christchurch, including short visit to the Y.M.C.A., Canterbury College, and the Christchurch Hospital. 10.30 a.m.—Her Royal Highness will open the Sunlight Home for Nurses. 11.30 a.m.—His Royal Highness will visit Wilding Park and unveil the memorial gate. 1 p.m.—Their Royal Highnesses will be the guests of the Canterbury Jockey Club at lunch. 3 p.m.—Garden fete and river carnival. Wednesday, March 16th. Leave for Dunedin. [209,467,312,798]
article-body-left [21,285,109,2025]
subhead: LOCAL ARRANGEMENTS. [213,79,308,87]
subhead: CROWN MOVES OFF. [36,713,94,721]
advertisement-outboard-motors [785,1275,877,1319]
subhead: CARINTHIA'S TOURISTS. [785,1065,877,1073]
article-text: The programme arranged for the visit of their Royal Highnesses to Christchurch will be: Saturday, March 12th. 4 p.m.—Arrive at Christchurch station by special train from the West Coast. Proceed to Warner's Hotel, escorted by returned soldiers and veterans. 8 p.m.—Civic reception at King Edward's Barracks (speakers, His Worship the Mayor of Christchurch; the Hon. Mr Justice Adams, Bishop West-Watson. Mayors and chairmen of local bodies to occupy seats on the platform and to be presented to their Royal Highnesses by His Worship the Mayor of Christchurch. Programme of suitable items to be arranged). Sunday, March 13th. 11 a.m.—Their Royal Highnesses to attend church service at Anglican Cathedral. 2.15 p.m.—Private motor drive with Mayor and Councillors. Afternoon tea with Sir Heaton and Lady Rhodes at Otahuna. Sunday evening free. Monday, March 14th. 10 a.m.—United children's demonstration at Hagley Park—Parade of Girl Guides and Boy Scouts; demonstration by senior children of primary schools (arranged by the Headmasters' Association). A gift to be presented to Her Royal Highness from the school children of Christchurch for the Royal baby, Princess Elizabeth. 1 p.m.—His Royal Highness the guest of the Rotary Club at lunch. 2.15 p.m.—Their Royal Highnesses leave for Amberley by car, a five minutes' stop to be made at Kaiapoi. 3.30 p.m.—Caledonian gathering at Amberley Domain. Escort of mounted returned soldiers. Welcome by the North Canterbury residents. Demonstration by 2000 North Canterbury school children. 4.20 p.m.—Leave for Christchurch. 7.30 p.m.—His Royal Highness guest of Canterbury Chamber of Commerce at dinner in the Caledonian Hall. 9 p.m.—Citizens' Ball at the Addington Trotting Ground Pavilion. Tuesday, March 15th. 9.30 a.m.—Drive around Christchurch, including short visit to the Y.M.C.A., Canterbury College, and the Christchurch Hospital. 10.30 a.m.—Her Royal Highness will open the Sunlight Home for Nurses. 11.30 a.m.—His Royal Highness will visit Wilding Park and unveil the memorial gate. 1 p.m.—Their Royal Highnesses will be the guests of the Canterbury Jockey Club at lunch. 3 p.m.—Garden fete and river carnival. Wednesday, March 16th. Leave for Dunedin. [209,124,312,455]
subhead: ULTIMATUM TO BRITAIN. [571,1511,667,1519]
article-text: SHANGHAI, January 6. By six o'clock yesterday evening it was extremely dangerous for any foreigner to appear in the British Concession at Hankow. British volunteers, who were standing by the headquarters all the afternoon and evening, by agreement with the Chinese authorities, commenced evacuation at 9.30, all rifles, ammunition and Lewis guns being taken to a hulk, where the Navy is moored. All the guns were removed to lorries and private cars carrying volunteers, with Chinese troops on the footboards, by agreement with the Chinese. The evacuation was carried out without a hitch by two in the morning. Many of the British residents were besieged in the buildings of the Concession. The headquarters are now in charge of Chinese soldiers, and this morning patrols of soldiers are keeping order. The population was surprised by the fact that the Concession was allowed to be taken over without defence. All Chinese workers in British firms have been called out to attend an anti-British mass meeting. Delinquents will be forced to attend. Business here in Shanghai regard the loss of the Hankow British Concession to the death blow to British prestige in China. LONDON, January 6. Official circles admit that the Chinese situation is still grave, but point out that the withdrawal of women and children from Hankow is not necessarily alarming. TOKIO, January 6. Political parties and business men in Tokio and Osaka are much disturbed by the dispatches from Hankow, indicating the serious situation seriously affecting British merchants and residents. SHANGHAI, January 6. It is reported that General Sun Chuan-Fang has captured Fuyang, twenty miles from Hangchow. [459,420,552,697]
advertisement-classified [785,1360,877,1384]
advertisement-diamond-rings [687,2201,776,2576]
article-text: Despite a drizzle there was a dense crowd at Bruton street to see the Duke and Duchess of York depart from Victoria Station, where the approaches were packed by cheering throngs. The whole of the Royal Family assembled on the platform. The enthusiasm was frenzied with a deafening roar of cheers as the Prince of Wales, Princess Mary and Viscount Lascelles, and the Duke and Duchess of Connaught arrived. At Portsmouth the Royal tourists boarded H.M.S. Renown, which sailed amid salutes from the Fleet. The programme of the voyage, as announced by the Admiralty, is as follows: Leave Portsmouth, January 6th; Las Palmas (Canary Islands), January 10th; Jamaica, January 20th; Panama Canal, January 25th; Nukuhiva (Marquesas Island), February 6th; Fiji, February 17th; Auckland, February 22nd; Bay of Islands, February 23rd; Auckland, February 24th; Wellington, March 5th; Nelson, March 9th; Melbourne, March 12th; Sydney, March 21st. The visitors will spend a month in New Zealand. At Russell, at the north of the North Island, the Duke will enjoy big game fishing, thereafter proceeding to Rotorua and Lake Taupo, where he will have a camp for rainbow trout. A prolonged and mighty roar swept round the cruiser, and echoed and re-echoed from stem to stern. It was then taken up by the crowds, and everywhere it could be heard, far and near, growing in volume, until it was deafening. Standing at rigid attention on the crimson-colored gangway were Captain Sullivan and the officers of H.M.S. Renown in full dress. Two naval bands on the jetty struck up 'The Girl I Left Behind Me,' while everywhere in the harbour were flags fluttering gaily. The Duke walked towards the gangway, closely followed by the Duchess, the Prince of Wales, and other Royal personages. The instant the Duke stepped on deck, his Standard was hoisted, bugles rang out, a guard of honour presented arms, and the Royal Salute was given. The ceremony at Portsmouth was almost equalled in London, where immense crowds had a sweeping triumph over the heavy downpour of rain. Among those who cheered were Sir William and Lady Twigg, and the Duke. Moving slowly the Renown drew away from the harbour, the signal flags fluttering 'God speed and good luck.' In the last year the Renown has sailed many thousand miles with Royalty aboard, and the crowd at Plymouth Hoe cheered lustily as she passed. [113,1598,200,2023]
article-text: SYDNEY, January 7. It is stated that Ponsford has been made a tempting offer to go to England to play cricket, the remuneration mentioned being £1350 sterling annually. Compared with his present salary as a bank clerk this is munificent. A movement is afoot, backed by an appeal in at least one paper, to the citizens of Victoria to do something to keep the young batting champion in Australia. LONDON, January 6. The Ponsford imbroglio is agitating cricketing circles in England. Sir Lindsay Parkinson denies that Ponsford was offered a salary of £1500 if he would play for the Blackpool Club in 1927 and adds that he has not received a reply to the terms. MELBOURNE, January 7. Beyond saying that he had received an offer from Sir Lindsay Parkinson, a wealthy Blackpool business man, to go there to a business position on the understanding that he would play cricket for Blackpool, Ponsford declined to throw any light on the reported offer. LONDON, January 7. Eight hundred masterpieces of Turkish painting gathered at Burlington House are insured for £3,000,000. Their auction value is at least £10,000,000. Famous Continental and American collectors loaned the treasures, necessitating a special band of watchmen in the galleries night and day. SYDNEY, January 7. In the High Court the Chief Justice referred the application by the newspapers for an interim injunction against Mr Lang's newspaper tax to a Full Court at Melbourne on February 21st. PARIS, January 7. M. Briand, whose secret departure from Paris evoked considerable speculation, is at Cannes. Representing a factory and selling direct to the public, compare our prices and our offer to give articles free if not the cheapest in Christchurch. Watch Repairs our speciality, wristlets, watches, tested, regulated, and guaranteed. [687,125,776,435]
article-text: The programme arranged for the visit of their Royal Highnesses to Christchurch will be: Saturday, March 12th. 4 p.m.—Arrive at Christchurch station by special train from the West Coast. Proceed to Warner's Hotel, escorted by returned soldiers and veterans. 8 p.m.—Civic reception at King Edward's Barracks (speakers, His Worship the Mayor of Christchurch; the Hon. Mr Justice Adams, Bishop West-Watson. Mayors and chairmen of local bodies to occupy seats on the platform and to be presented to their Royal Highnesses by His Worship the Mayor of Christchurch. Programme of suitable items to be arranged). Sunday, March 13th. 11 a.m.—Their Royal Highnesses to attend church service at Anglican Cathedral. 2.15 p.m.—Private motor drive with Mayor and Councillors. Afternoon tea with Sir Heaton and Lady Rhodes at Otahuna. Sunday evening free. Monday, March 14th. 10 a.m.—United children's demonstration at Hagley Park—Parade of Girl Guides and Boy Scouts; demonstration by senior children of primary schools (arranged by the Headmasters' Association). A gift to be presented to Her Royal Highness from the school children of Christchurch for the Royal baby, Princess Elizabeth. 1 p.m.—His Royal Highness the guest of the Rotary Club at lunch. 2.15 p.m.—Their Royal Highnesses leave for Amberley by car, a five minutes' stop to be made at Kaiapoi. 3.30 p.m.—Caledonian gathering at Amberley Domain. Escort of mounted returned soldiers. Welcome by the North Canterbury residents. Demonstration by 2000 North Canterbury school children. 4.20 p.m.—Leave for Christchurch. 7.30 p.m.—His Royal Highness guest of Canterbury Chamber of Commerce at dinner in the Caledonian Hall. 9 p.m.—Citizens' Ball at the Addington Trotting Ground Pavilion. Tuesday, March 15th. 9.30 a.m.—Drive around Christchurch, including short visit to the Y.M.C.A., Canterbury College, and the Christchurch Hospital. 10.30 a.m.—Her Royal Highness will open the Sunlight Home for Nurses. 11.30 a.m.—His Royal Highness will visit Wilding Park and unveil the memorial gate. 1 p.m.—Their Royal Highnesses will be the guests of the Canterbury Jockey Club at lunch. 3 p.m.—Garden fete and river carnival. Wednesday, March 16th. Leave for Dunedin. [209,842,312,1173]
ad-text: SYDNEY, January 7. It is stated that Ponsford has been made a tempting offer to go to England to play cricket, the remuneration mentioned being £1350 sterling annually. Compared with his present salary as a bank clerk this is munificent. A movement is afoot, backed by an appeal in at least one paper, to the citizens of Victoria to do something to keep the young batting champion in Australia. LONDON, January 6. The Ponsford imbroglio is agitating cricketing circles in England. Sir Lindsay Parkinson denies that Ponsford was offered a salary of £1500 if he would play for the Blackpool Club in 1927 and adds that he has not received a reply to the terms. MELBOURNE, January 7. Beyond saying that he had received an offer from Sir Lindsay Parkinson, a wealthy Blackpool business man, to go there to a business position on the understanding that he would play cricket for Blackpool, Ponsford declined to throw any light on the reported offer. LONDON, January 7. Eight hundred masterpieces of Turkish painting gathered at Burlington House are insured for £3,000,000. Their auction value is at least £10,000,000. Famous Continental and American collectors loaned the treasures, necessitating a special band of watchmen in the galleries night and day. SYDNEY, January 7. In the High Court the Chief Justice referred the application by the newspapers for an interim injunction against Mr Lang's newspaper tax to a Full Court at Melbourne on February 21st. PARIS, January 7. M. Briand, whose secret departure from Paris evoked considerable speculation, is at Cannes. Representing a factory and selling direct to the public, compare our prices and our offer to give articles free if not the cheapest in Christchurch. Watch Repairs our speciality, wristlets, watches, tested, regulated, and guaranteed. [690,2226,773,2563]
headline-empire-policy: EMPIRE POLICY. [570,43,669,56]
subhead: A WONDERFUL COLLECTION. [703,1151,760,1169]
article-text: Despite a drizzle there was a dense crowd at Bruton street to see the Duke and Duchess of York depart from Victoria Station, where the approaches were packed by cheering throngs. The whole of the Royal Family assembled on the platform. The enthusiasm was frenzied with a deafening roar of cheers as the Prince of Wales, Princess Mary and Viscount Lascelles, and the Duke and Duchess of Connaught arrived. At Portsmouth the Royal tourists boarded H.M.S. Renown, which sailed amid salutes from the Fleet. The programme of the voyage, as announced by the Admiralty, is as follows: Leave Portsmouth, January 6th; Las Palmas (Canary Islands), January 10th; Jamaica, January 20th; Panama Canal, January 25th; Nukuhiva (Marquesas Island), February 6th; Fiji, February 17th; Auckland, February 22nd; Bay of Islands, February 23rd; Auckland, February 24th; Wellington, March 5th; Nelson, March 9th; Melbourne, March 12th; Sydney, March 21st. The visitors will spend a month in New Zealand. At Russell, at the north of the North Island, the Duke will enjoy big game fishing, thereafter proceeding to Rotorua and Lake Taupo, where he will have a camp for rainbow trout. A prolonged and mighty roar swept round the cruiser, and echoed and re-echoed from stem to stern. It was then taken up by the crowds, and everywhere it could be heard, far and near, growing in volume, until it was deafening. Standing at rigid attention on the crimson-colored gangway were Captain Sullivan and the officers of H.M.S. Renown in full dress. Two naval bands on the jetty struck up 'The Girl I Left Behind Me,' while everywhere in the harbour were flags fluttering gaily. The Duke walked towards the gangway, closely followed by the Duchess, the Prince of Wales, and other Royal personages. The instant the Duke stepped on deck, his Standard was hoisted, bugles rang out, a guard of honour presented arms, and the Royal Salute was given. The ceremony at Portsmouth was almost equalled in London, where immense crowds had a sweeping triumph over the heavy downpour of rain. Among those who cheered were Sir William and Lady Twigg, and the Duke. Moving slowly the Renown drew away from the harbour, the signal flags fluttering 'God speed and good luck.' In the last year the Renown has sailed many thousand miles with Royalty aboard, and the crowd at Plymouth Hoe cheered lustily as she passed. [113,722,200,1148]
subhead: GREAT STRATEGIC CENTRE. [332,314,439,322]
article-text: SYDNEY, January 7. At the inquest on the Palings, evidence was given that Dr. Paling had been worrying for some time over the condition of his mother who, he believed, was an invalid, and that his unsound mind. He poisoned his mother and then killed himself with the same poison. SYDNEY, January 7th. All the States were represented at a meeting of the Australian Board of Control, with the exception of Queensland, to consider a number of important decisions. The Board decided, without a vote, to reject Sir Sydney Smith as secretary. BERLIN, January 6. The influenza epidemic has developed with extraordinary suddenness. The Health Commissioner announced that there was no sign of the epidemic, but the authorities are taking precautions. OTTAWA, January 7. According to a statement made by Mr Stanley Bruce at Toronto, the public ownership methods of Ontario in the development of power will be applied to Australian problems of a similar nature upon his return home. SYDNEY, January 7. Sydney was to-day over-run by American millionaires and tourists, three hundred arriving by the Carinthia on a flying visit, being part of the world tour the ship is making. [785,115,877,310]
headline-death-watch: DEATH WATCH. [340,795,432,808]
headline-singapore-base: SINGAPORE BASE. [332,300,440,314]
article-text: SYDNEY, January 7. It is stated that Ponsford has been made a tempting offer to go to England to play cricket, the remuneration mentioned being £1350 sterling annually. Compared with his present salary as a bank clerk this is munificent. A movement is afoot, backed by an appeal in at least one paper, to the citizens of Victoria to do something to keep the young batting champion in Australia. LONDON, January 6. The Ponsford imbroglio is agitating cricketing circles in England. Sir Lindsay Parkinson denies that Ponsford was offered a salary of £1500 if he would play for the Blackpool Club in 1927 and adds that he has not received a reply to the terms. MELBOURNE, January 7. Beyond saying that he had received an offer from Sir Lindsay Parkinson, a wealthy Blackpool business man, to go there to a business position on the understanding that he would play cricket for Blackpool, Ponsford declined to throw any light on the reported offer. LONDON, January 7. Eight hundred masterpieces of Turkish painting gathered at Burlington House are insured for £3,000,000. Their auction value is at least £10,000,000. Famous Continental and American collectors loaned the treasures, necessitating a special band of watchmen in the galleries night and day. SYDNEY, January 7. In the High Court the Chief Justice referred the application by the newspapers for an interim injunction against Mr Lang's newspaper tax to a Full Court at Melbourne on February 21st. PARIS, January 7. M. Briand, whose secret departure from Paris evoked considerable speculation, is at Cannes. Representing a factory and selling direct to the public, compare our prices and our offer to give articles free if not the cheapest in Christchurch. Watch Repairs our speciality, wristlets, watches, tested, regulated, and guaranteed. [687,1884,776,2195]
subhead: CONCERN IN JAPAN. [467,698,544,707]
column-hankow [455,40,556,1568]
headline-fishing-camp: FISHING CAMP. [214,811,306,824]
column-royal-tour [17,40,205,2023]
subhead: PRESERVING SEASON. [344,1452,428,1461]
article-text-cont: Despite a drizzle there was a dense crowd at Bruton street to see the Duke and Duchess of York depart from Victoria Station, where the approaches were packed by cheering throngs. The whole of the Royal Family assembled on the platform. The enthusiasm was frenzied with a deafening roar of cheers as the Prince of Wales, Princess Mary and Viscount Lascelles, and the Duke and Duchess of Connaught arrived. At Portsmouth the Royal tourists boarded H.M.S. Renown, which sailed amid salutes from the Fleet. The programme of the voyage, as announced by the Admiralty, is as follows: Leave Portsmouth, January 6th; Las Palmas (Canary Islands), January 10th; Jamaica, January 20th; Panama Canal, January 25th; Nukuhiva (Marquesas Island), February 6th; Fiji, February 17th; Auckland, February 22nd; Bay of Islands, February 23rd; Auckland, February 24th; Wellington, March 5th; Nelson, March 9th; Melbourne, March 12th; Sydney, March 21st. The visitors will spend a month in New Zealand. At Russell, at the north of the North Island, the Duke will enjoy big game fishing, thereafter proceeding to Rotorua and Lake Taupo, where he will have a camp for rainbow trout. A prolonged and mighty roar swept round the cruiser, and echoed and re-echoed from stem to stern. It was then taken up by the crowds, and everywhere it could be heard, far and near, growing in volume, until it was deafening. Standing at rigid attention on the crimson-colored gangway were Captain Sullivan and the officers of H.M.S. Renown in full dress. Two naval bands on the jetty struck up 'The Girl I Left Behind Me,' while everywhere in the harbour were flags fluttering gaily. The Duke walked towards the gangway, closely followed by the Duchess, the Prince of Wales, and other Royal personages. The instant the Duke stepped on deck, his Standard was hoisted, bugles rang out, a guard of honour presented arms, and the Royal Salute was given. The ceremony at Portsmouth was almost equalled in London, where immense crowds had a sweeping triumph over the heavy downpour of rain. Among those who cheered were Sir William and Lady Twigg, and the Duke. Moving slowly the Renown drew away from the harbour, the signal flags fluttering 'God speed and good luck.' In the last year the Renown has sailed many thousand miles with Royalty aboard, and the crowd at Plymouth Hoe cheered lustily as she passed. [21,722,109,1148]
subhead: London's Farewell. [133,1151,180,1159]
article-text: SHANGHAI, January 6. By six o'clock yesterday evening it was extremely dangerous for any foreigner to appear in the British Concession at Hankow. British volunteers, who were standing by the headquarters all the afternoon and evening, by agreement with the Chinese authorities, commenced evacuation at 9.30, all rifles, ammunition and Lewis guns being taken to a hulk, where the Navy is moored. All the guns were removed to lorries and private cars carrying volunteers, with Chinese troops on the footboards, by agreement with the Chinese. The evacuation was carried out without a hitch by two in the morning. Many of the British residents were besieged in the buildings of the Concession. The headquarters are now in charge of Chinese soldiers, and this morning patrols of soldiers are keeping order. The population was surprised by the fact that the Concession was allowed to be taken over without defence. All Chinese workers in British firms have been called out to attend an anti-British mass meeting. Delinquents will be forced to attend. Business here in Shanghai regard the loss of the Hankow British Concession to the death blow to British prestige in China. LONDON, January 6. Official circles admit that the Chinese situation is still grave, but point out that the withdrawal of women and children from Hankow is not necessarily alarming. TOKIO, January 6. Political parties and business men in Tokio and Osaka are much disturbed by the dispatches from Hankow, indicating the serious situation seriously affecting British merchants and residents. SHANGHAI, January 6. It is reported that General Sun Chuan-Fang has captured Fuyang, twenty miles from Hangchow. [459,707,552,984]
ad-title: DIAMOND ENGAGEMENT RINGS AT WHOLESALE PRICES. [691,2203,772,2226]
subhead: CHINESE TROOPS WITHDRAWN. [586,1210,652,1227]
